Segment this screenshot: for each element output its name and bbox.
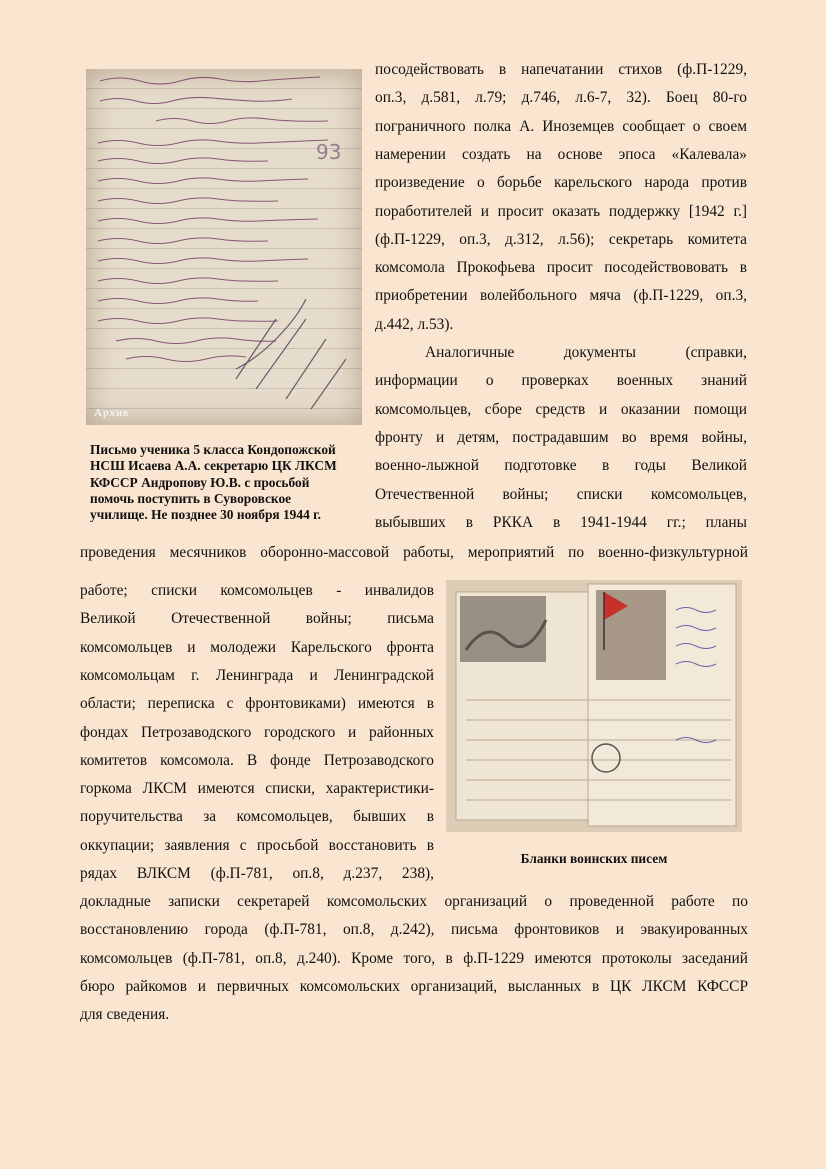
handwriting-drawing	[86, 69, 362, 425]
archive-watermark: Архив	[94, 407, 130, 419]
handwritten-letter-image	[86, 69, 362, 425]
text-line: области; переписка с фронтовиками) имеются в	[80, 695, 434, 713]
text-line: д.442, л.53).	[375, 315, 454, 333]
svg-text:93: 93	[316, 140, 342, 164]
text-line: поработителей и просит оказать поддержку [1942 г.]	[375, 202, 747, 220]
text-line: поручительства за комсомольцев, бывших в	[80, 808, 434, 826]
text-line: бюро райкомов и первичных комсомольских организаций, высланных в ЦК ЛКСМ КФССР	[80, 977, 748, 995]
text-line: оп.3, д.581, л.79; д.746, л.6-7, 32). Боец 80-го	[375, 89, 747, 107]
text-line: докладные записки секретарей комсомольских организаций о проведенной работе по	[80, 893, 748, 910]
text-line: выбывших в РККА в 1941-1944 гг.; планы	[375, 513, 747, 531]
text-line: для сведения.	[80, 1006, 170, 1024]
text-line: Великой Отечественной войны; письма	[80, 610, 434, 628]
text-line: пограничного полка А. Иноземцев сообщает о своем	[375, 117, 747, 135]
text-line: приобретении волейбольного мяча (ф.П-1229, оп.3,	[375, 287, 747, 305]
text-line: работе; списки комсомольцев - инвалидов	[80, 582, 434, 599]
text-line: комитетов комсомола. В фонде Петрозаводского	[80, 751, 434, 769]
text-line: горкома ЛКСМ имеются списки, характеристики-	[80, 780, 434, 798]
text-line: фронту и детям, пострадавшим во время войны,	[375, 428, 747, 446]
text-line: информации о проверках военных знаний	[375, 372, 747, 390]
text-line: военно-лыжной подготовке в годы Великой	[375, 457, 747, 475]
figure2-caption: Бланки воинских писем	[520, 851, 668, 866]
text-line: рядах ВЛКСМ (ф.П-781, оп.8, д.237, 238),	[80, 865, 434, 882]
figure1-caption: Письмо ученика 5 класса Кондопожской НСШ Исаева А.А. секретарю ЦК ЛКСМ КФССР Андропову Ю.В. с просьбой помочь поступить в Суворовское училище. Не позднее 30 ноября 1944 г.	[90, 442, 337, 523]
text-line: Отечественной войны; списки комсомольцев,	[375, 485, 747, 503]
text-line: комсомольцам г. Ленинграда и Ленинградской	[80, 666, 434, 684]
text-line: Аналогичные документы (справки,	[425, 344, 747, 361]
text-line: (ф.П-1229, оп.3, д.312, л.56); секретарь комитета	[375, 230, 747, 248]
text-line: произведение о борьбе карельского народа против	[375, 174, 747, 192]
text-line: намерении создать на основе эпоса «Калевала»	[375, 145, 747, 163]
text-line: восстановлению города (ф.П-781, оп.8, д.242), письма фронтовиков и эвакуированных	[80, 921, 748, 939]
text-line: фондах Петрозаводского городского и районных	[80, 723, 434, 741]
text-line: комсомольцев и молодежи Карельского фронта	[80, 638, 434, 656]
letter-forms-drawing	[446, 580, 742, 832]
text-line: посодействовать в напечатании стихов (ф.П-1229,	[375, 61, 747, 78]
text-line: оккупации; заявления с просьбой восстановить в	[80, 836, 434, 854]
military-letter-forms-image	[446, 580, 742, 832]
text-line: комсомольцев, сборе средств и оказании помощи	[375, 400, 747, 418]
text-line: проведения месячников оборонно-массовой работы, мероприятий по военно-физкультурной	[80, 544, 748, 561]
text-line: комсомола Прокофьева просит посодействововать в	[375, 259, 747, 277]
text-line: комсомольцев (ф.П-781, оп.8, д.240). Кроме того, в ф.П-1229 имеются протоколы заседаний	[80, 949, 748, 967]
